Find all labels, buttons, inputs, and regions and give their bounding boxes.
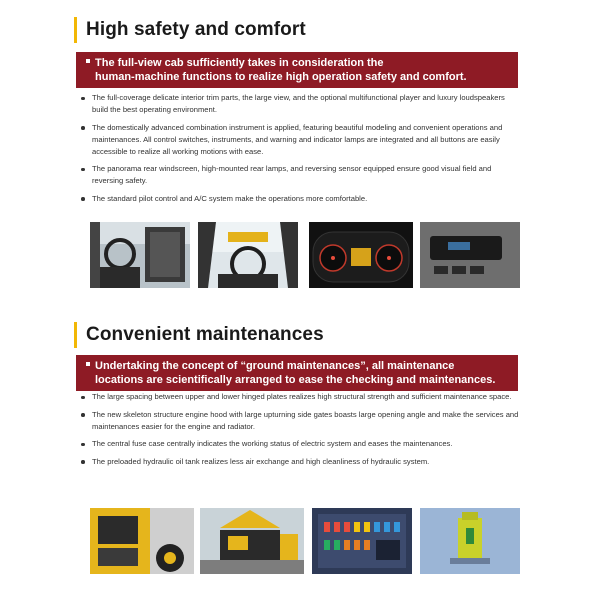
list-item: The central fuse case centrally indicates the working status of electric system and eases the maintenances. [80,438,520,450]
list-item: The standard pilot control and A/C system make the operations more comfortable. [80,193,520,205]
section-banner [76,52,518,88]
list-item: The full-coverage delicate interior trim parts, the large view, and the optional multifunctional player and luxury loudspeakers build the best operating environment. [80,92,520,116]
section-heading [74,17,306,43]
photo-strip [90,222,520,288]
square-bullet-icon [86,362,90,366]
ac-panel-photo [420,222,520,288]
list-item: The large spacing between upper and lower hinged plates realizes high structural strength and sufficient maintenance space. [80,391,520,403]
square-bullet-icon [86,59,90,63]
photo-strip [90,508,520,574]
banner-line: Undertaking the concept of “ground maintenances”, all maintenance [95,360,455,372]
banner-line: The full-view cab sufficiently takes in consideration the [95,57,384,69]
cab-interior-photo [90,222,190,288]
steering-view-photo [198,222,298,288]
banner-line: locations are scientifically arranged to ease the checking and maintenances. [95,374,496,386]
section-heading [74,322,324,348]
engine-hood-photo [200,508,304,574]
section-banner [76,355,518,391]
accent-bar [74,322,77,348]
fuse-case-photo [312,508,412,574]
list-item: The panorama rear windscreen, high-mounted rear lamps, and reversing sensor equipped ensure good visual field and reversing safety. [80,163,520,187]
banner-line: human-machine functions to realize high operation safety and comfort. [95,71,467,83]
instrument-cluster-photo [309,222,413,288]
bullet-list [80,391,520,473]
section-title: High safety and comfort [86,19,306,40]
hydraulic-tank-photo [420,508,520,574]
bullet-list [80,92,520,210]
section-title: Convenient maintenances [86,324,324,345]
list-item: The new skeleton structure engine hood with large upturning side gates boasts large opening angle and make the services and maintenances easier for the engine and radiator. [80,409,520,433]
hinged-plates-photo [90,508,194,574]
list-item: The preloaded hydraulic oil tank realizes less air exchange and high cleanliness of hydraulic system. [80,456,520,468]
accent-bar [74,17,77,43]
list-item: The domestically advanced combination instrument is applied, featuring beautiful modeling and convenient operations and maintenances. All control switches, instruments, and warning and indicator lamps are integrated and all buttons are easily accessible to realize all working motions with ease. [80,122,520,158]
